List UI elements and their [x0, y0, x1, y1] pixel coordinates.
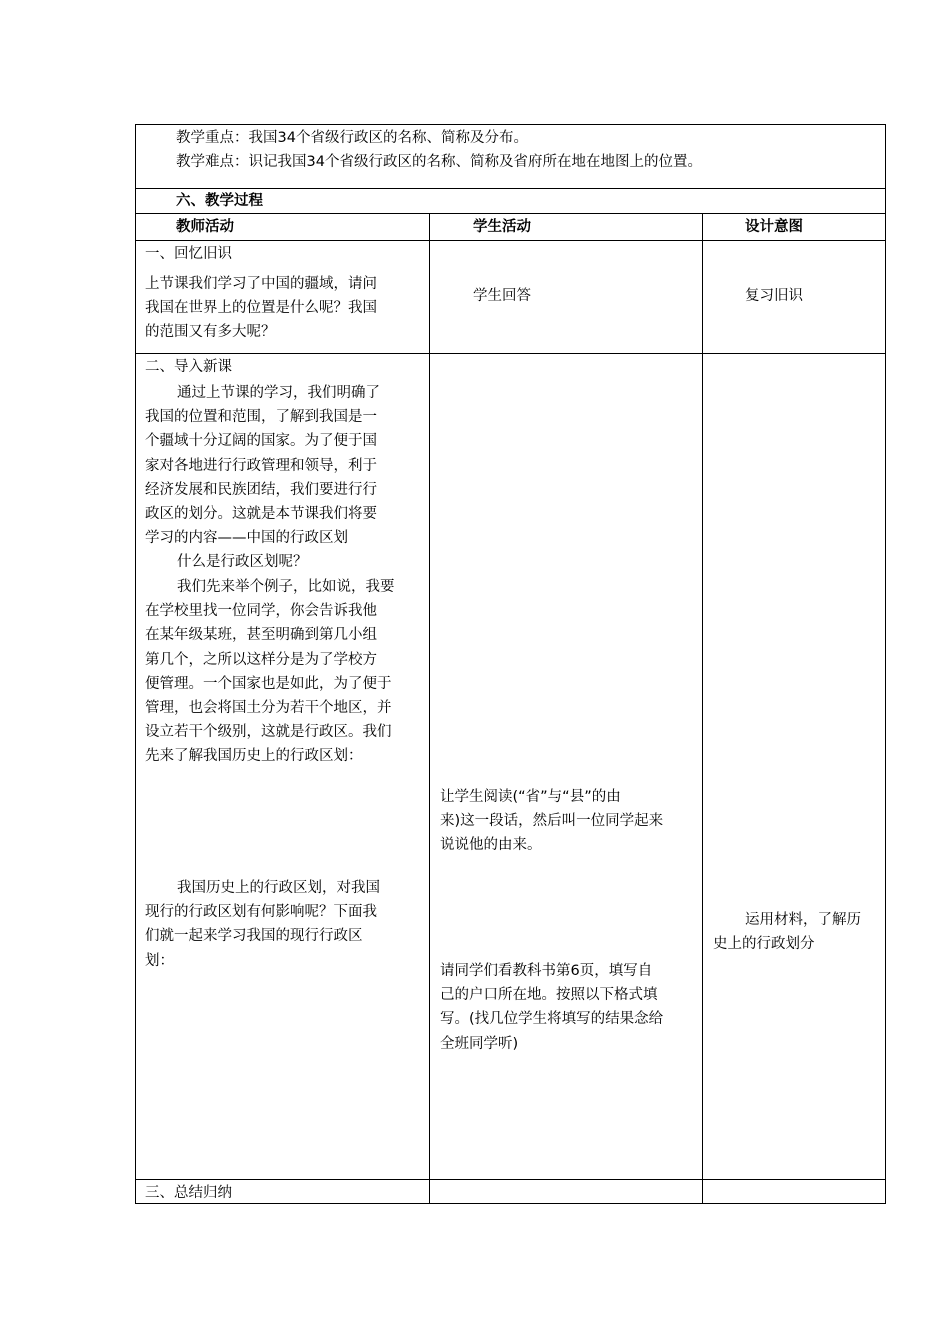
text-line: 划：	[145, 952, 174, 969]
row1-title: 一、回忆旧识	[145, 246, 232, 262]
text-line: 运用材料，了解历	[745, 912, 861, 928]
row2-design-text	[713, 908, 861, 956]
row3-title: 三、总结归纳	[145, 1185, 232, 1201]
column-divider-2	[702, 213, 703, 1204]
row2-title: 二、导入新课	[145, 359, 232, 375]
text-line: 管理，也会将国土分为若干个地区，并	[145, 700, 392, 717]
text-line: 的范围又有多大呢？	[145, 324, 276, 341]
text-line: 己的户口所在地。按照以下格式填	[440, 987, 658, 1004]
text-line: 设立若干个级别，这就是行政区。我们	[145, 724, 392, 741]
text-line: 史上的行政划分	[713, 936, 815, 953]
rule-under-row2	[135, 1179, 886, 1180]
text-line: 现行的行政区划有何影响呢？下面我	[145, 904, 377, 921]
text-line: 第几个，之所以这样分是为了学校方	[145, 651, 377, 668]
header-student-activity: 学生活动	[473, 219, 531, 235]
row2-teacher-paragraph-1	[145, 381, 380, 575]
text-line: 什么是行政区划呢？	[177, 554, 308, 571]
text-line: 们就一起来学习我国的现行行政区	[145, 928, 363, 945]
text-line: 我国的位置和范围，了解到我国是一	[145, 409, 377, 426]
text-line: 我们先来举个例子，比如说，我要	[177, 579, 395, 595]
row2-student-paragraph-2	[440, 959, 663, 1056]
header-teacher-activity: 教师活动	[176, 219, 234, 235]
text-line: 便管理。一个国家也是如此，为了便于	[145, 675, 392, 692]
text-line: 上节课我们学习了中国的疆域，请问	[145, 276, 377, 292]
text-line: 在学校里找一位同学，你会告诉我他	[145, 603, 377, 620]
text-line: 来)这一段话，然后叫一位同学起来	[440, 813, 664, 830]
text-line: 在某年级某班，甚至明确到第几小组	[145, 627, 377, 644]
text-line: 请同学们看教科书第6页，填写自	[440, 963, 653, 979]
rule-under-section-title	[135, 213, 886, 214]
text-line: 全班同学听)	[440, 1035, 519, 1052]
column-divider-1	[429, 213, 430, 1204]
section-title: 六、教学过程	[176, 193, 263, 209]
text-line: 学习的内容——中国的行政区划	[145, 530, 348, 547]
text-line: 说说他的由来。	[440, 837, 542, 854]
text-line: 写。(找几位学生将填写的结果念给	[440, 1011, 664, 1028]
text-line: 通过上节课的学习，我们明确了	[177, 385, 380, 401]
text-line: 家对各地进行行政管理和领导，利于	[145, 457, 377, 474]
row1-teacher-text	[145, 272, 377, 345]
rule-under-headers	[135, 240, 886, 241]
row2-student-paragraph-1	[440, 785, 663, 858]
text-line: 先来了解我国历史上的行政区划：	[145, 748, 363, 765]
text-line: 我国历史上的行政区划，对我国	[177, 880, 380, 896]
text-line: 个疆域十分辽阔的国家。为了便于国	[145, 433, 377, 450]
text-line: 让学生阅读(“省”与“县”的由	[440, 789, 621, 805]
key-point-text: 教学重点：我国34个省级行政区的名称、简称及分布。	[176, 130, 528, 146]
rule-under-row1	[135, 353, 886, 354]
text-line: 我国在世界上的位置是什么呢？我国	[145, 300, 377, 317]
row2-teacher-paragraph-3	[145, 876, 380, 973]
row1-design-text: 复习旧识	[745, 288, 803, 304]
row2-teacher-paragraph-2	[145, 575, 395, 769]
difficult-point-text: 教学难点：识记我国34个省级行政区的名称、简称及省府所在地在地图上的位置。	[176, 154, 702, 170]
text-line: 政区的划分。这就是本节课我们将要	[145, 506, 377, 523]
row1-student-text: 学生回答	[473, 288, 531, 304]
text-line: 经济发展和民族团结，我们要进行行	[145, 481, 377, 498]
header-design-intent: 设计意图	[745, 219, 803, 235]
